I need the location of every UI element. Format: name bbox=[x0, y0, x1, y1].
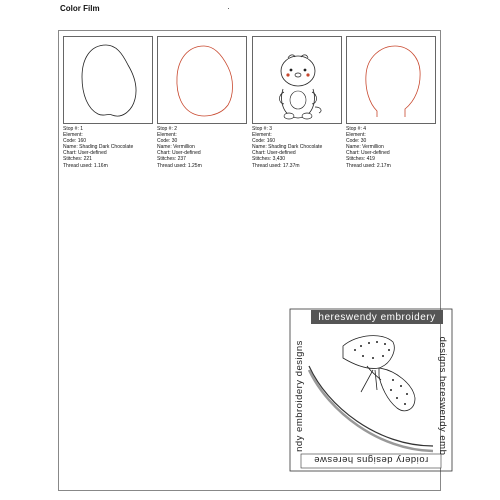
stop-chart: Chart: User-defined bbox=[252, 150, 296, 157]
stop-element: Element: bbox=[157, 132, 177, 139]
stop-number: Stop #: 1 bbox=[63, 126, 84, 132]
stop-card-3 bbox=[252, 36, 342, 169]
stop-code: Code: 30 bbox=[157, 138, 178, 145]
watermark-top-text: hereswendy embroidery bbox=[318, 312, 436, 323]
stop-number: Stop #: 2 bbox=[157, 126, 178, 132]
stop-thread-used: Thread used: 1.16m bbox=[63, 162, 108, 169]
stop-thread-used: Thread used: 1.25m bbox=[157, 162, 202, 169]
watermark-bottom-text: roidery designs hereswe bbox=[313, 454, 429, 465]
stop-code: Code: 160 bbox=[252, 138, 276, 145]
stop-element: Element: bbox=[63, 132, 83, 139]
stop-chart: Chart: User-defined bbox=[346, 150, 390, 157]
stop-card-1 bbox=[63, 36, 153, 169]
stop-card-4 bbox=[346, 36, 436, 169]
stop-stitches: Stitches: 3,430 bbox=[252, 156, 286, 163]
stop-2-thumbnail bbox=[157, 36, 247, 124]
stop-color-name: Name: Vermillion bbox=[157, 144, 195, 151]
stop-3-thumbnail bbox=[252, 36, 342, 124]
stop-number: Stop #: 4 bbox=[346, 126, 367, 132]
stop-code: Code: 30 bbox=[346, 138, 367, 145]
mark-dot bbox=[228, 8, 229, 9]
stop-stitches: Stitches: 221 bbox=[63, 156, 92, 163]
stop-stitches: Stitches: 237 bbox=[157, 156, 186, 163]
stop-number: Stop #: 3 bbox=[252, 126, 273, 132]
character-drawing bbox=[253, 37, 343, 125]
stop-1-outline bbox=[82, 45, 136, 116]
watermark-left-text: ndy embroidery designs bbox=[294, 340, 305, 452]
stop-4-thumbnail bbox=[346, 36, 436, 124]
stop-card-2 bbox=[157, 36, 247, 169]
stop-element: Element: bbox=[252, 132, 272, 139]
stop-1-thumbnail bbox=[63, 36, 153, 124]
stop-thread-used: Thread used: 17.37m bbox=[252, 162, 300, 169]
page-title: Color Film bbox=[60, 4, 100, 13]
stop-thread-used: Thread used: 2.17m bbox=[346, 162, 391, 169]
stop-chart: Chart: User-defined bbox=[157, 150, 201, 157]
stop-stitches: Stitches: 419 bbox=[346, 156, 375, 163]
stop-color-name: Name: Vermillion bbox=[346, 144, 384, 151]
stop-code: Code: 160 bbox=[63, 138, 87, 145]
watermark-right-text: designs hereswendy emb bbox=[437, 336, 448, 456]
stop-element: Element: bbox=[346, 132, 366, 139]
stop-chart: Chart: User-defined bbox=[63, 150, 107, 157]
stop-4-outline bbox=[366, 46, 420, 117]
stop-2-outline bbox=[177, 46, 233, 116]
stop-color-name: Name: Shading Dark Chocolate bbox=[63, 144, 134, 151]
stop-color-name: Name: Shading Dark Chocolate bbox=[252, 144, 323, 151]
watermark-stamp bbox=[287, 306, 455, 479]
